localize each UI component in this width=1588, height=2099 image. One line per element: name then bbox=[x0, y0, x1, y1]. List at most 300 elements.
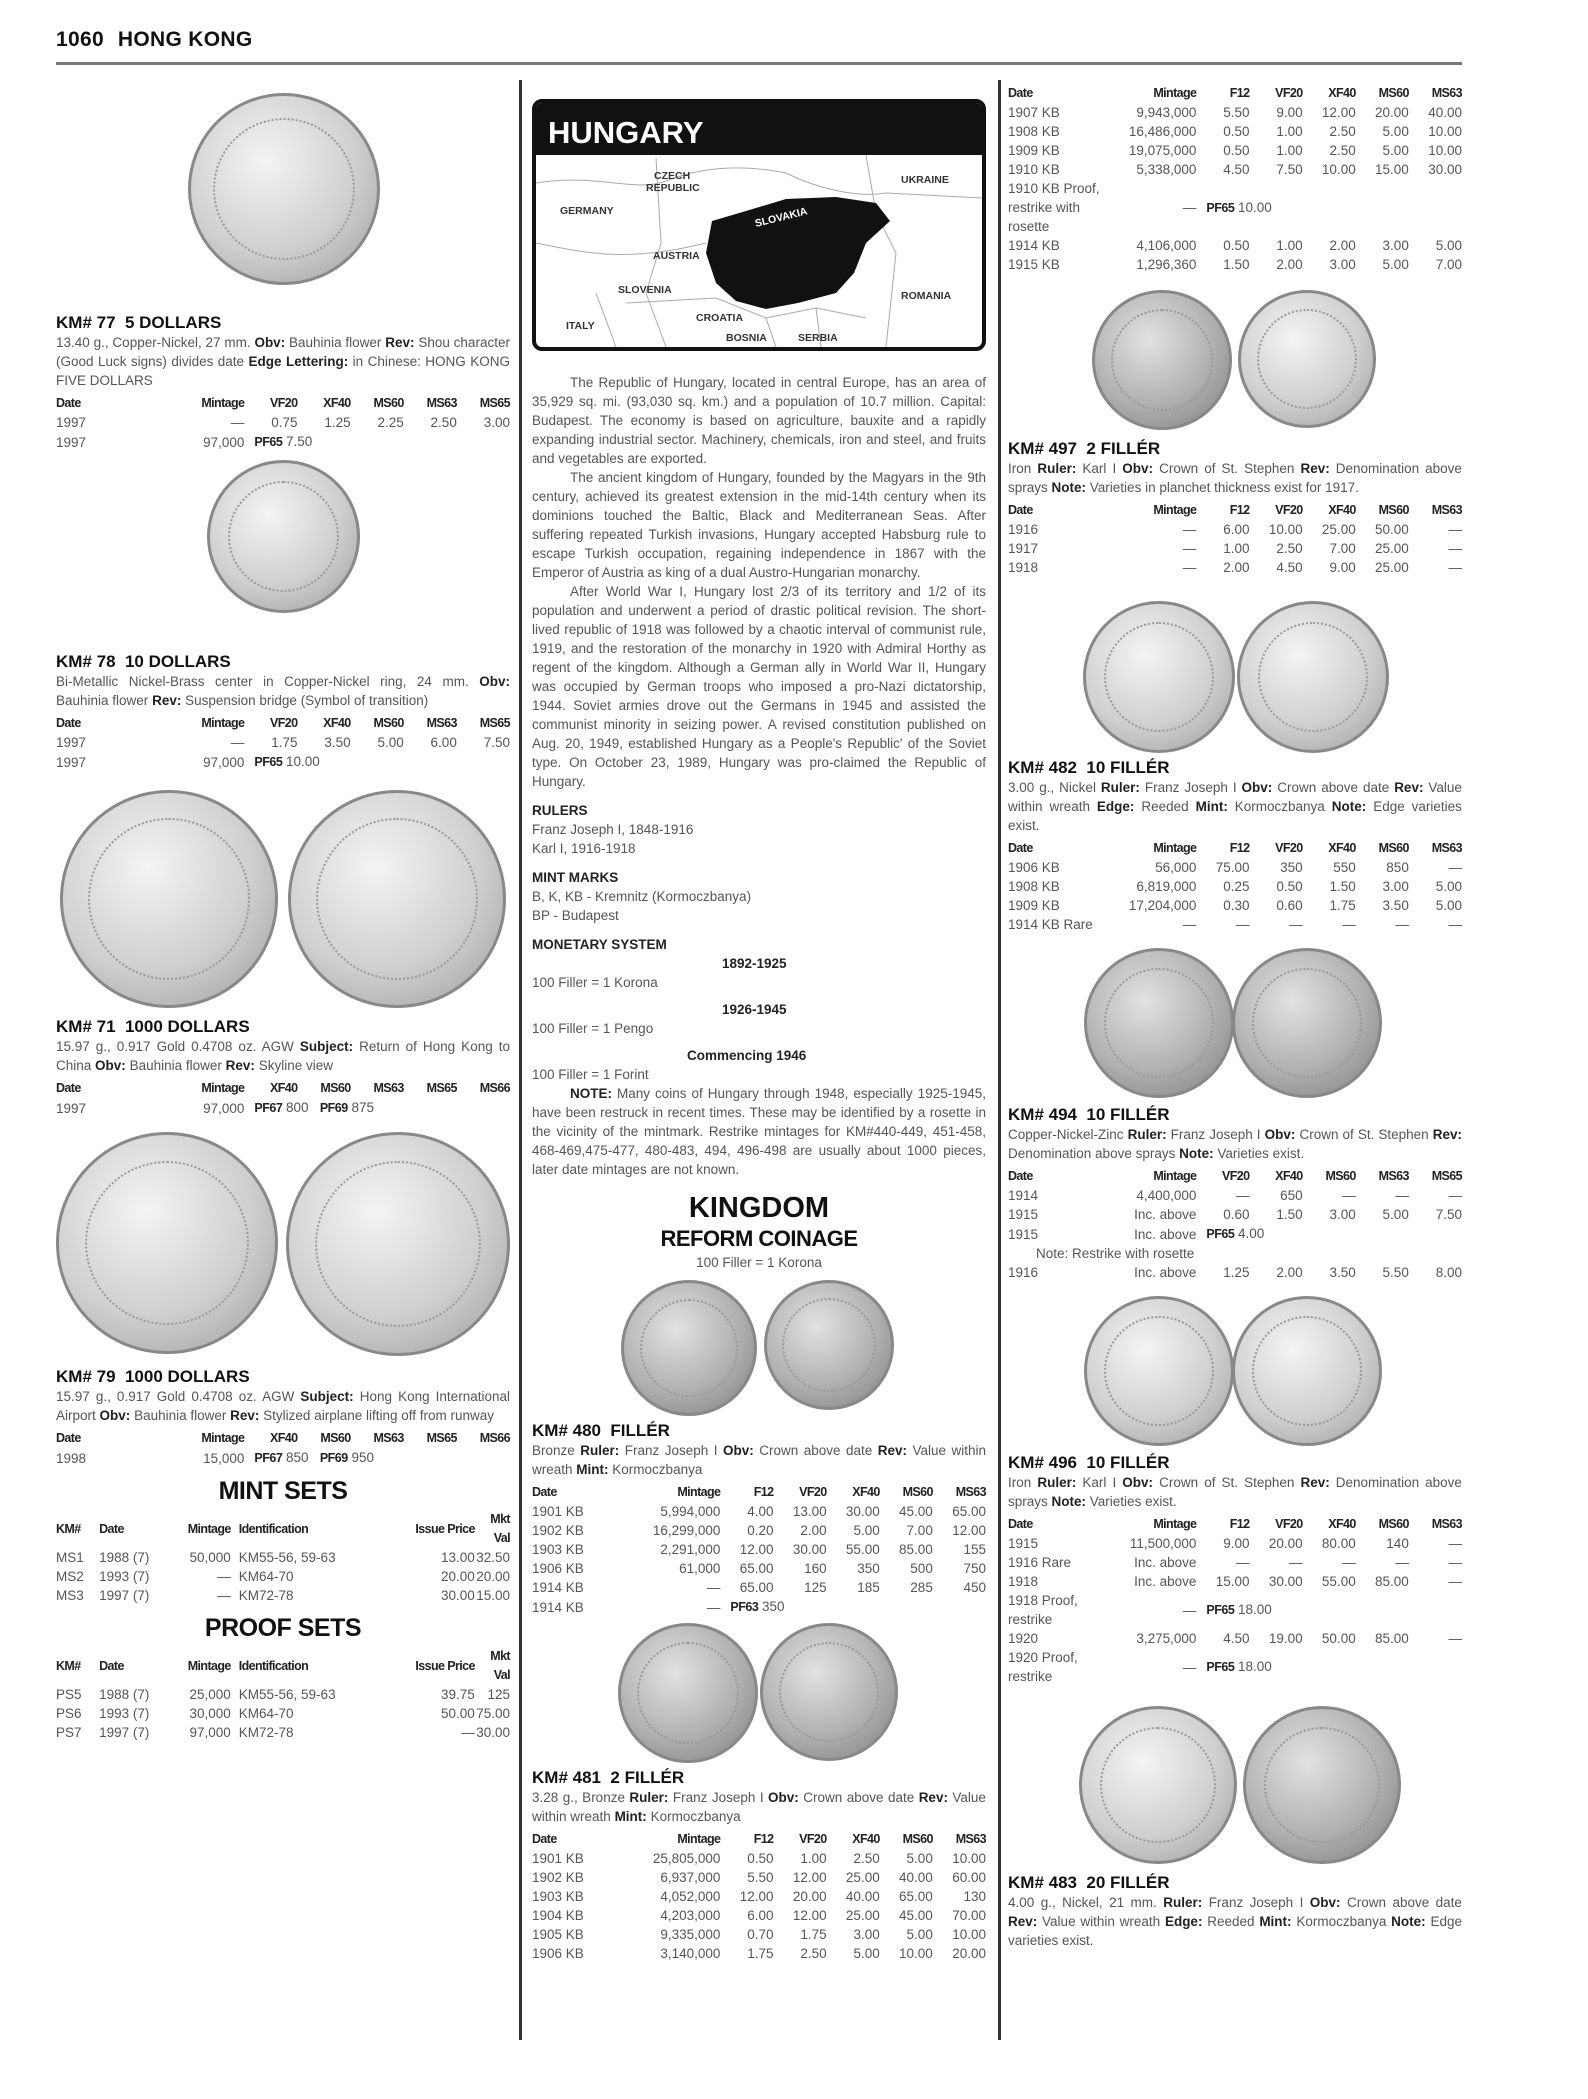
table-row bbox=[532, 1849, 986, 1868]
value-cell: — bbox=[1448, 1574, 1462, 1589]
page-number: 1060 bbox=[56, 28, 104, 51]
table-header-row bbox=[56, 1079, 510, 1098]
value-cell: 13.00 bbox=[792, 1504, 827, 1519]
value-cell: Inc. above bbox=[1134, 1226, 1197, 1242]
field-label: Rev: bbox=[225, 1058, 255, 1073]
catalog-entry-km494 bbox=[1008, 1104, 1462, 1282]
value-cell: 97,000 bbox=[203, 754, 245, 770]
field-label: Obv: bbox=[479, 674, 510, 689]
map-label-serbia: SERBIA bbox=[798, 332, 838, 344]
column-header: VF20 bbox=[1222, 1169, 1250, 1183]
history-paragraph: The ancient kingdom of Hungary, founded by the Magyars in the 9th century, achieved its greatest extension in the mid-14th century when its dominions touched the Baltic, Black and Mediterranean Seas. After suffering repeated Turkish invasions, Hungary accepted Habsburg rule to escape Turkish occupation, regaining independence in 1867 with the Emperor of Austria as king of a dual Austro-Hungarian monarchy. bbox=[532, 470, 986, 580]
field-text: Crown of St. Stephen bbox=[1299, 1127, 1429, 1142]
date-cell: 1903 KB bbox=[532, 1889, 584, 1904]
column-header: MS63 bbox=[426, 716, 457, 730]
description-intro: 13.40 g., Copper-Nickel, 27 mm. bbox=[56, 335, 251, 350]
value-cell: 750 bbox=[963, 1561, 986, 1576]
column-header: MS63 bbox=[1431, 1517, 1462, 1531]
table-row bbox=[56, 1586, 510, 1605]
entry-description bbox=[1008, 1125, 1462, 1163]
field-label: Obv: bbox=[1122, 1475, 1154, 1490]
column-header: VF20 bbox=[799, 1485, 827, 1499]
value-cell: 1.50 bbox=[1276, 1207, 1303, 1222]
column-header: F12 bbox=[1229, 86, 1250, 100]
coin-km71-reverse bbox=[288, 790, 506, 1008]
table-row bbox=[1008, 558, 1462, 577]
field-label: Obv: bbox=[1122, 461, 1154, 476]
column-header: Mintage bbox=[1153, 86, 1197, 100]
field-label: Ruler: bbox=[629, 1790, 669, 1805]
map-label-republic: REPUBLIC bbox=[646, 182, 700, 194]
coin-row-km79 bbox=[56, 1132, 510, 1360]
value-cell: 3.50 bbox=[1382, 898, 1409, 913]
table-header-row bbox=[56, 1647, 510, 1685]
proof-value-cell: PF65 4.00 bbox=[1206, 1226, 1265, 1241]
value-cell: 12.00 bbox=[792, 1870, 827, 1885]
value-cell: 6.00 bbox=[1223, 522, 1250, 537]
column-header: F12 bbox=[1229, 503, 1250, 517]
column-header: MS66 bbox=[479, 1081, 510, 1095]
mint-sets-table bbox=[56, 1510, 510, 1605]
date-cell: 1997 bbox=[56, 434, 87, 450]
coin-km497-obverse bbox=[1092, 290, 1232, 430]
value-cell: 650 bbox=[1280, 1188, 1303, 1203]
map-label-slovakia: SLOVAKIA bbox=[753, 205, 809, 230]
table-row bbox=[56, 1548, 510, 1567]
coin-row-km496 bbox=[1008, 1296, 1462, 1446]
field-label: Ruler: bbox=[580, 1443, 620, 1458]
coin-km482-obverse bbox=[1083, 601, 1235, 753]
entry-description bbox=[56, 1037, 510, 1075]
description-intro: Copper-Nickel-Zinc bbox=[1008, 1127, 1124, 1142]
mint-sets-heading: MINT SETS bbox=[218, 1477, 348, 1505]
column-header: MS65 bbox=[479, 396, 510, 410]
field-label: Ruler: bbox=[1100, 780, 1140, 795]
column-header: MS60 bbox=[1378, 1517, 1409, 1531]
rulers-heading: RULERS bbox=[532, 803, 588, 818]
value-cell: 5.50 bbox=[1382, 1265, 1409, 1280]
note-text: Many coins of Hungary through 1948, especially 1925-1945, have been restruck in recent times. These may be identified by a rosette in the vicinity of the mintmark. Restrike mintages for KM#440-449, 451-458, 468-469,475-477, 480-483, 494, 496-498 are usually about 1000 pieces, later date mintages are not known. bbox=[532, 1086, 986, 1177]
table-row bbox=[1008, 520, 1462, 539]
value-cell: 2.50 bbox=[1329, 124, 1356, 139]
coin-row-km497 bbox=[1008, 290, 1462, 430]
table-row bbox=[56, 752, 510, 772]
value-cell: — bbox=[1448, 541, 1462, 556]
field-label: Obv: bbox=[768, 1790, 799, 1805]
value-cell: 97,000 bbox=[189, 1725, 231, 1740]
table-row bbox=[1008, 1629, 1462, 1648]
value-cell: 0.75 bbox=[271, 415, 298, 430]
value-cell: 25.00 bbox=[1375, 560, 1409, 575]
value-cell: 2.00 bbox=[1329, 238, 1356, 253]
value-cell: 2,291,000 bbox=[660, 1542, 721, 1557]
table-row bbox=[532, 1868, 986, 1887]
value-cell: 350 bbox=[1280, 860, 1303, 875]
entry-title: KM# 497 2 FILLÉR bbox=[1008, 439, 1161, 458]
value-cell: 3.00 bbox=[853, 1927, 880, 1942]
coin-km481-obverse bbox=[618, 1623, 758, 1763]
value-cell: 75.00 bbox=[1215, 860, 1250, 875]
column-header: Date bbox=[56, 716, 81, 730]
kingdom-title: KINGDOM bbox=[688, 1192, 830, 1224]
value-cell: 55.00 bbox=[845, 1542, 880, 1557]
field-label: Edge: bbox=[1096, 799, 1135, 814]
table-header-row bbox=[56, 394, 510, 413]
price-table bbox=[56, 394, 510, 452]
column-header: VF20 bbox=[270, 396, 298, 410]
column-header: VF20 bbox=[1275, 1517, 1303, 1531]
value-cell: — bbox=[1342, 917, 1356, 932]
table-row bbox=[532, 1887, 986, 1906]
date-cell: 1904 KB bbox=[532, 1908, 584, 1923]
table-row bbox=[1008, 1205, 1462, 1224]
price-table bbox=[56, 1429, 510, 1468]
table-header-row bbox=[56, 714, 510, 733]
value-cell: 85.00 bbox=[1375, 1631, 1409, 1646]
field-label: Rev: bbox=[1394, 780, 1424, 795]
column-header: MS63 bbox=[1378, 1169, 1409, 1183]
field-text: Kormoczbanya bbox=[612, 1462, 703, 1477]
coin-row-km494 bbox=[1008, 948, 1462, 1098]
price-table bbox=[1008, 1515, 1462, 1686]
value-cell: 40.00 bbox=[845, 1889, 880, 1904]
price-table bbox=[532, 1830, 986, 1963]
value-cell: — bbox=[1448, 1631, 1462, 1646]
table-row bbox=[56, 413, 510, 432]
catalog-entry-km483 bbox=[1008, 1872, 1462, 1950]
entry-description bbox=[532, 1788, 986, 1826]
value-cell: 125 bbox=[487, 1687, 510, 1702]
coin-row-km480 bbox=[532, 1280, 986, 1416]
value-cell: 7.50 bbox=[1435, 1207, 1462, 1222]
field-label: Rev: bbox=[918, 1790, 948, 1805]
entry-title: KM# 79 1000 DOLLARS bbox=[56, 1367, 250, 1386]
value-cell: 5.00 bbox=[1382, 124, 1409, 139]
entry-title: KM# 480 FILLÉR bbox=[532, 1421, 670, 1440]
coin-km483-obverse bbox=[1079, 1706, 1237, 1864]
field-label: Rev: bbox=[1432, 1127, 1462, 1142]
date-cell: 1915 bbox=[1008, 1207, 1039, 1222]
value-cell: 0.60 bbox=[1276, 898, 1303, 913]
field-label: Rev: bbox=[877, 1443, 907, 1458]
value-cell: 9.00 bbox=[1329, 560, 1356, 575]
column-header: Mintage bbox=[677, 1832, 721, 1846]
map-label-bosnia: BOSNIA bbox=[726, 332, 767, 344]
value-cell: — bbox=[1236, 1555, 1250, 1570]
price-table bbox=[1008, 84, 1462, 274]
column-header: MS63 bbox=[1431, 503, 1462, 517]
date-cell: 1906 KB bbox=[1008, 860, 1060, 875]
column-header: Mkt Val bbox=[490, 1649, 510, 1682]
value-cell: 9.00 bbox=[1223, 1536, 1250, 1551]
row-note: Note: Restrike with rosette bbox=[1036, 1246, 1195, 1261]
proof-value-cell: PF67 850 PF69 950 bbox=[254, 1450, 374, 1465]
field-text: Value within wreath bbox=[532, 1443, 986, 1477]
value-cell: — bbox=[1182, 1659, 1197, 1675]
value-cell: 0.70 bbox=[747, 1927, 774, 1942]
value-cell: 40.00 bbox=[1428, 105, 1462, 120]
value-cell: 25.00 bbox=[1375, 541, 1409, 556]
field-text: Kormoczbanya bbox=[650, 1809, 741, 1824]
field-text: Denomination above sprays bbox=[1008, 461, 1462, 495]
field-text: Kormoczbanya bbox=[1234, 799, 1325, 814]
value-cell: 97,000 bbox=[203, 1100, 245, 1116]
entry-title: KM# 77 5 DOLLARS bbox=[56, 313, 222, 332]
table-row bbox=[1008, 179, 1462, 236]
coin-km481-reverse bbox=[760, 1623, 898, 1761]
value-cell: — bbox=[230, 735, 245, 750]
value-cell: 50,000 bbox=[189, 1550, 231, 1565]
value-cell: 65.00 bbox=[899, 1889, 933, 1904]
value-cell: 1988 (7) bbox=[99, 1550, 150, 1565]
value-cell: 5.00 bbox=[377, 735, 404, 750]
value-cell: 285 bbox=[910, 1580, 933, 1595]
value-cell: 7.50 bbox=[1276, 162, 1303, 177]
field-label: Ruler: bbox=[1037, 461, 1077, 476]
field-label: Note: bbox=[1331, 799, 1367, 814]
value-cell: 0.50 bbox=[1223, 124, 1250, 139]
field-label: Ruler: bbox=[1127, 1127, 1167, 1142]
table-row bbox=[532, 1540, 986, 1559]
field-label: Mint: bbox=[1259, 1914, 1292, 1929]
monetary-period: 1926-1945 bbox=[722, 1002, 787, 1017]
date-cell: 1901 KB bbox=[532, 1851, 584, 1866]
table-header-row bbox=[532, 1830, 986, 1849]
value-cell: 7.00 bbox=[1329, 541, 1356, 556]
date-cell: 1918 bbox=[1008, 1574, 1039, 1589]
country-introduction bbox=[532, 373, 986, 1179]
field-label: Mint: bbox=[576, 1462, 609, 1477]
column-header: Mintage bbox=[201, 1431, 245, 1445]
entry-description bbox=[56, 333, 510, 390]
column-header: KM# bbox=[56, 1521, 81, 1536]
value-cell: 1.00 bbox=[1223, 541, 1250, 556]
value-cell: 155 bbox=[963, 1542, 986, 1557]
date-cell: PS7 bbox=[56, 1725, 82, 1740]
coin-row-km71 bbox=[56, 790, 510, 1008]
map-label-croatia: CROATIA bbox=[696, 312, 744, 324]
value-cell: 4,106,000 bbox=[1136, 238, 1197, 253]
price-table bbox=[56, 1510, 510, 1605]
catalog-entry-km77 bbox=[56, 312, 510, 452]
date-cell: 1997 bbox=[56, 754, 87, 770]
value-cell: KM55-56, 59-63 bbox=[238, 1550, 336, 1565]
description-intro: 3.28 g., Bronze bbox=[532, 1790, 625, 1805]
column-header: F12 bbox=[1229, 841, 1250, 855]
value-cell: 5.00 bbox=[853, 1523, 880, 1538]
proof-value-cell: PF67 800 PF69 875 bbox=[254, 1100, 374, 1115]
column-header: MS65 bbox=[426, 1081, 457, 1095]
column-header: Issue Price bbox=[415, 1521, 475, 1536]
date-cell: 1903 KB bbox=[532, 1542, 584, 1557]
header-rule bbox=[56, 62, 1462, 65]
coin-km71-obverse bbox=[60, 790, 278, 1008]
value-cell: 2.50 bbox=[800, 1946, 827, 1961]
column-header: Date bbox=[1008, 503, 1033, 517]
table-row bbox=[1008, 255, 1462, 274]
coin-km496-reverse bbox=[1232, 1296, 1382, 1446]
field-label: Rev: bbox=[1300, 1475, 1330, 1490]
date-cell: 1910 KB Proof, restrike with rosette bbox=[1008, 181, 1100, 234]
value-cell: 5.00 bbox=[1435, 879, 1462, 894]
date-cell: 1906 KB bbox=[532, 1946, 584, 1961]
value-cell: 65.00 bbox=[739, 1580, 774, 1595]
value-cell: 3,140,000 bbox=[660, 1946, 721, 1961]
field-label: Ruler: bbox=[1037, 1475, 1077, 1490]
date-cell: 1909 KB bbox=[1008, 143, 1060, 158]
value-cell: 3.00 bbox=[1329, 1207, 1356, 1222]
table-row bbox=[1008, 1244, 1462, 1263]
date-cell: 1918 Proof, restrike bbox=[1008, 1593, 1078, 1627]
column-hungary-coins bbox=[1008, 80, 1462, 1950]
coin-row-km481 bbox=[532, 1623, 986, 1763]
value-cell: 85.00 bbox=[1375, 1574, 1409, 1589]
kingdom-section-heading bbox=[532, 1191, 986, 1272]
table-row bbox=[1008, 122, 1462, 141]
value-cell: 65.00 bbox=[739, 1561, 774, 1576]
value-cell: 12.00 bbox=[952, 1523, 986, 1538]
date-cell: 1901 KB bbox=[532, 1504, 584, 1519]
value-cell: 12.00 bbox=[792, 1908, 827, 1923]
value-cell: 30.00 bbox=[441, 1588, 475, 1603]
value-cell: — bbox=[1289, 917, 1303, 932]
description-intro: 15.97 g., 0.917 Gold 0.4708 oz. AGW bbox=[56, 1039, 294, 1054]
value-cell: 140 bbox=[1386, 1536, 1409, 1551]
history-paragraph: After World War I, Hungary lost 2/3 of its territory and 1/2 of its population and underwent a period of drastic political revision. The short-lived republic of 1918 was followed by a chaotic interval of communist rule, 1919, and the restoration of the monarchy in 1920 with Admiral Horthy as regent of the kingdom. Although a German ally in World War II, Hungary was occupied by German troops who imposed a pro-Nazi dictatorship, 1944. Soviet armies drove out the Germans in 1945 and assisted the communist minority in seizing power. A revised constitution published on Aug. 20, 1949, established Hungary as a People's Republic' of the Soviet type. On October 23, 1989, Hungary was pro-claimed the Republic of Hungary. bbox=[532, 584, 986, 789]
value-cell: 16,486,000 bbox=[1128, 124, 1197, 139]
value-cell: 4.00 bbox=[747, 1504, 774, 1519]
date-cell: 1914 KB bbox=[1008, 238, 1060, 253]
column-header: F12 bbox=[753, 1832, 774, 1846]
column-hong-kong bbox=[56, 80, 510, 1742]
column-header: XF40 bbox=[852, 1832, 880, 1846]
table-header-row bbox=[532, 1483, 986, 1502]
proof-value-cell: PF65 18.00 bbox=[1206, 1602, 1272, 1617]
value-cell: 10.00 bbox=[1428, 143, 1462, 158]
table-row bbox=[56, 1723, 510, 1742]
value-cell: 5,338,000 bbox=[1136, 162, 1197, 177]
table-header-row bbox=[1008, 84, 1462, 103]
value-cell: Inc. above bbox=[1134, 1265, 1197, 1280]
table-row bbox=[1008, 160, 1462, 179]
value-cell: — bbox=[461, 1725, 475, 1740]
catalog-entry-km78 bbox=[56, 651, 510, 772]
field-label: Note: bbox=[1051, 480, 1087, 495]
value-cell: 1.75 bbox=[747, 1946, 774, 1961]
value-cell: 5.00 bbox=[1435, 898, 1462, 913]
value-cell: 80.00 bbox=[1321, 1536, 1356, 1551]
value-cell: 2.50 bbox=[1329, 143, 1356, 158]
column-header: Mintage bbox=[187, 1658, 231, 1673]
value-cell: 19.00 bbox=[1268, 1631, 1303, 1646]
value-cell: 3.00 bbox=[1329, 257, 1356, 272]
table-row bbox=[532, 1521, 986, 1540]
date-cell: 1907 KB bbox=[1008, 105, 1060, 120]
field-text: Crown above date bbox=[1277, 780, 1390, 795]
column-header: KM# bbox=[56, 1658, 81, 1673]
value-cell: 5.00 bbox=[906, 1851, 933, 1866]
coin-row-km482 bbox=[1008, 601, 1462, 753]
coin-km79-reverse bbox=[286, 1132, 510, 1356]
value-cell: 50.00 bbox=[1321, 1631, 1356, 1646]
table-header-row bbox=[1008, 501, 1462, 520]
catalog-entry-km482 bbox=[1008, 757, 1462, 934]
table-row bbox=[56, 1448, 510, 1468]
value-cell: 15.00 bbox=[476, 1588, 510, 1603]
value-cell: 1,296,360 bbox=[1136, 257, 1197, 272]
value-cell: 85.00 bbox=[899, 1542, 933, 1557]
price-table bbox=[1008, 501, 1462, 577]
field-text: Value within wreath bbox=[1042, 1914, 1161, 1929]
value-cell: 3.50 bbox=[324, 735, 351, 750]
date-cell: 1914 KB Rare bbox=[1008, 917, 1093, 932]
column-header: MS63 bbox=[955, 1485, 986, 1499]
column-header: Mintage bbox=[201, 396, 245, 410]
entry-description bbox=[1008, 778, 1462, 835]
field-text: Bauhinia flower bbox=[129, 1058, 222, 1073]
map-label-romania: ROMANIA bbox=[901, 290, 952, 302]
date-cell: 1916 bbox=[1008, 522, 1039, 537]
value-cell: 450 bbox=[963, 1580, 986, 1595]
column-header: MS60 bbox=[373, 716, 404, 730]
value-cell: 5.00 bbox=[853, 1946, 880, 1961]
date-cell: PS6 bbox=[56, 1706, 82, 1721]
column-header: Mintage bbox=[1153, 841, 1197, 855]
field-label: Edge: bbox=[1164, 1914, 1203, 1929]
value-cell: — bbox=[1182, 1602, 1197, 1618]
value-cell: 4,400,000 bbox=[1136, 1188, 1197, 1203]
column-header: Date bbox=[1008, 1517, 1033, 1531]
column-header: MS60 bbox=[902, 1485, 933, 1499]
column-header: MS60 bbox=[1378, 86, 1409, 100]
field-text: Franz Joseph I bbox=[1144, 780, 1237, 795]
value-cell: — bbox=[1236, 917, 1250, 932]
date-cell: 1909 KB bbox=[1008, 898, 1060, 913]
table-row bbox=[1008, 539, 1462, 558]
date-cell: 1914 KB bbox=[532, 1580, 584, 1595]
value-cell: 97,000 bbox=[203, 434, 245, 450]
value-cell: — bbox=[1182, 917, 1197, 932]
table-row bbox=[1008, 858, 1462, 877]
value-cell: 4.50 bbox=[1276, 560, 1303, 575]
field-text: Franz Joseph I bbox=[672, 1790, 764, 1805]
field-text: Shou character (Good Luck signs) divides date bbox=[56, 335, 510, 369]
value-cell: 8.00 bbox=[1435, 1265, 1462, 1280]
value-cell: 55.00 bbox=[1321, 1574, 1356, 1589]
value-cell: 20.00 bbox=[1375, 105, 1409, 120]
value-cell: 5.00 bbox=[1382, 1207, 1409, 1222]
value-cell: 3.00 bbox=[1382, 238, 1409, 253]
date-cell: 1920 Proof, restrike bbox=[1008, 1650, 1078, 1684]
field-text: Suspension bridge (Symbol of transition) bbox=[185, 693, 429, 708]
column-header: XF40 bbox=[1328, 841, 1356, 855]
map-graphic bbox=[536, 103, 982, 347]
column-header: VF20 bbox=[1275, 841, 1303, 855]
field-text: Bauhinia flower bbox=[134, 1408, 227, 1423]
value-cell: 2.50 bbox=[1276, 541, 1303, 556]
field-text: in Chinese: HONG KONG FIVE DOLLARS bbox=[56, 354, 510, 388]
date-cell: 1998 bbox=[56, 1450, 87, 1466]
coin-km78-image bbox=[207, 460, 360, 613]
value-cell: 6,819,000 bbox=[1136, 879, 1197, 894]
date-cell: 1908 KB bbox=[1008, 124, 1060, 139]
value-cell: 30,000 bbox=[189, 1706, 231, 1721]
field-label: Obv: bbox=[99, 1408, 131, 1423]
entry-description bbox=[1008, 1473, 1462, 1511]
price-table bbox=[56, 1079, 510, 1118]
column-header: Mintage bbox=[1153, 1169, 1197, 1183]
column-header: Date bbox=[532, 1832, 557, 1846]
